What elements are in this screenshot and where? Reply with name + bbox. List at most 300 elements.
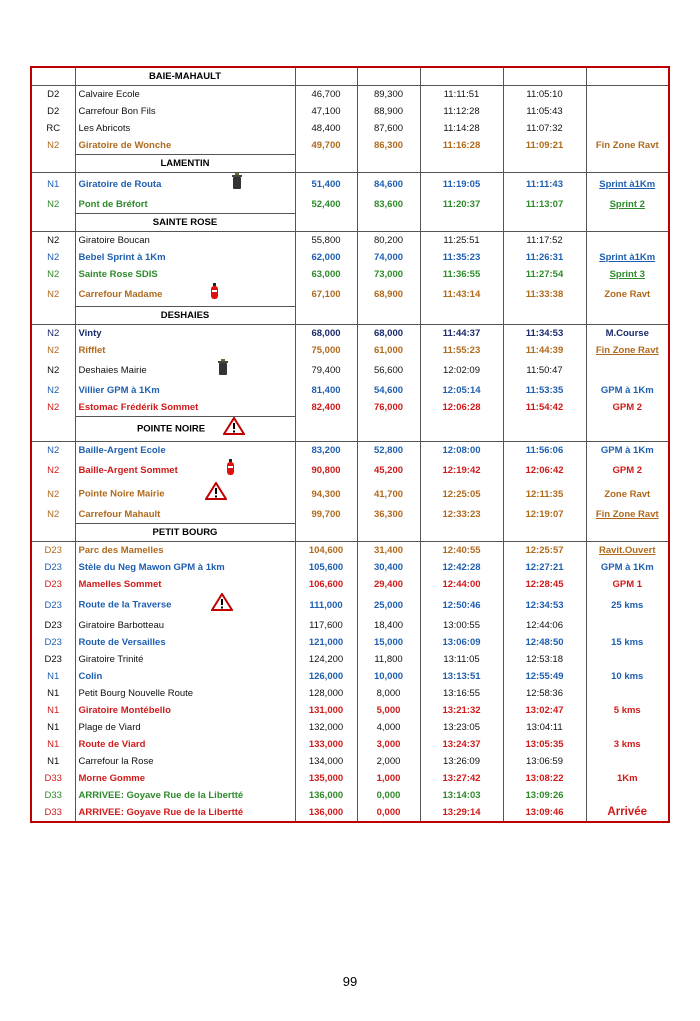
note-cell: [586, 651, 669, 668]
km-remaining: 25,000: [373, 599, 404, 611]
note: 15 kms: [611, 637, 644, 648]
road-code: D2: [47, 89, 60, 100]
road-code-cell: [31, 382, 75, 399]
km-covered-cell: [295, 542, 357, 560]
km-covered: 94,300: [311, 488, 341, 500]
road-code: D33: [44, 807, 62, 818]
time-fast: 13:24:37: [442, 739, 481, 750]
note: Arrivée: [607, 806, 648, 818]
time-fast-cell: [420, 634, 503, 651]
km-covered: 104,600: [308, 545, 344, 556]
time-fast: 13:26:09: [443, 756, 480, 767]
note: GPM à 1Km: [600, 562, 654, 573]
location-name-cell: [75, 120, 295, 137]
time-fast-cell: [420, 382, 503, 399]
time-fast: 11:16:28: [442, 140, 481, 152]
empty-cell: [503, 307, 586, 325]
table-row: [31, 668, 669, 685]
road-code: N2: [47, 402, 60, 414]
location-name-cell: [75, 482, 295, 506]
time-fast-cell: [420, 120, 503, 137]
road-code-cell: [31, 232, 75, 250]
time-slow: 11:56:06: [525, 445, 564, 456]
empty-cell: [295, 155, 357, 173]
note-cell: [586, 249, 669, 266]
note: Sprint à1Km: [599, 179, 656, 190]
location-name: Giratoire Boucan: [78, 235, 150, 246]
road-code-cell: [31, 559, 75, 576]
empty-cell: [295, 417, 357, 442]
trash-bin-icon: [217, 359, 229, 382]
note-cell: [586, 342, 669, 359]
time-slow-cell: [503, 232, 586, 250]
time-fast-cell: [420, 249, 503, 266]
km-covered: 81,400: [311, 385, 341, 396]
location-name: Baille-Argent Ecole: [78, 445, 166, 456]
time-fast: 12:50:46: [442, 599, 481, 611]
km-covered-cell: [295, 753, 357, 770]
section-title-text: SAINTE ROSE: [152, 217, 218, 228]
location-name-cell: [75, 459, 295, 482]
location-name: Giratoire de Wonche: [78, 140, 172, 151]
km-covered-cell: [295, 559, 357, 576]
note: Sprint à1Km: [599, 252, 656, 263]
location-name: Carrefour Bon Fils: [78, 106, 156, 117]
location-name-cell: [75, 593, 295, 617]
empty-cell: [503, 417, 586, 442]
road-code: D23: [44, 620, 62, 631]
section-title: [75, 417, 295, 442]
km-remaining-cell: [357, 634, 420, 651]
note-cell: [586, 382, 669, 399]
time-slow-cell: [503, 459, 586, 482]
location-name: Route de la Traverse: [78, 599, 172, 611]
time-slow: 11:50:47: [526, 365, 563, 376]
km-remaining: 36,300: [373, 509, 404, 521]
road-code: D33: [44, 773, 62, 784]
km-covered-cell: [295, 787, 357, 804]
note: GPM 2: [612, 465, 643, 476]
km-remaining: 61,000: [373, 345, 404, 356]
km-remaining: 4,000: [376, 722, 401, 733]
km-covered: 67,100: [311, 289, 341, 301]
time-slow: 13:09:46: [525, 807, 564, 818]
time-slow: 11:44:39: [525, 345, 564, 356]
road-code-cell: [31, 249, 75, 266]
table-row: [31, 576, 669, 593]
location-name-cell: [75, 617, 295, 634]
note-cell: [586, 634, 669, 651]
section-title: [75, 214, 295, 232]
empty-cell: [295, 214, 357, 232]
km-remaining: 54,600: [373, 385, 404, 396]
km-covered-cell: [295, 702, 357, 719]
km-covered: 46,700: [311, 89, 341, 100]
empty-cell: [357, 417, 420, 442]
road-code: N2: [47, 445, 60, 456]
km-covered: 90,800: [311, 465, 341, 476]
section-title-text: BAIE-MAHAULT: [148, 71, 222, 82]
location-name-cell: [75, 266, 295, 283]
table-row: [31, 232, 669, 250]
note-cell: [586, 668, 669, 685]
note-cell: [586, 719, 669, 736]
time-fast: 11:14:28: [443, 123, 480, 134]
location-name: Route de Versailles: [78, 637, 166, 648]
km-covered: 68,000: [311, 328, 341, 339]
table-row: [31, 249, 669, 266]
km-covered: 48,400: [311, 123, 341, 134]
time-fast-cell: [420, 103, 503, 120]
road-code: N2: [47, 289, 60, 301]
road-code-cell: [31, 617, 75, 634]
km-remaining: 15,000: [373, 637, 404, 648]
km-covered-cell: [295, 173, 357, 197]
location-name: Bebel Sprint à 1Km: [78, 252, 166, 263]
km-remaining: 1,000: [376, 773, 401, 784]
table-row: [31, 283, 669, 307]
time-fast-cell: [420, 804, 503, 822]
time-slow: 11:05:43: [526, 106, 563, 117]
km-covered: 117,600: [309, 620, 343, 631]
time-slow-cell: [503, 342, 586, 359]
section-title: [75, 67, 295, 86]
table-row: [31, 719, 669, 736]
time-fast: 12:08:00: [442, 445, 481, 456]
km-remaining-cell: [357, 753, 420, 770]
km-remaining: 74,000: [373, 252, 404, 263]
km-remaining: 80,200: [373, 235, 404, 246]
time-fast-cell: [420, 325, 503, 343]
note-cell: [586, 617, 669, 634]
section-title-text: PETIT BOURG: [152, 527, 218, 538]
road-code-cell: [31, 634, 75, 651]
note-cell: [586, 787, 669, 804]
time-slow-cell: [503, 651, 586, 668]
location-name-cell: [75, 86, 295, 104]
km-remaining-cell: [357, 459, 420, 482]
location-name: Stèle du Neg Mawon GPM à 1km: [78, 562, 225, 573]
km-remaining-cell: [357, 382, 420, 399]
location-name: Giratoire Barbotteau: [78, 620, 165, 631]
empty-cell: [295, 67, 357, 86]
empty-cell: [420, 524, 503, 542]
time-slow: 11:33:38: [525, 289, 564, 301]
note: 3 kms: [613, 739, 641, 750]
table-row: [31, 442, 669, 460]
time-slow-cell: [503, 359, 586, 382]
empty-cell: [420, 417, 503, 442]
time-fast-cell: [420, 459, 503, 482]
time-slow: 12:44:06: [526, 620, 563, 631]
time-slow: 12:28:45: [525, 579, 564, 590]
km-covered-cell: [295, 634, 357, 651]
time-fast-cell: [420, 542, 503, 560]
km-covered-cell: [295, 120, 357, 137]
time-fast-cell: [420, 593, 503, 617]
note-cell: [586, 86, 669, 104]
time-fast: 13:21:32: [442, 705, 481, 716]
km-covered: 124,200: [308, 654, 344, 665]
time-fast-cell: [420, 736, 503, 753]
road-code: N2: [47, 235, 60, 246]
empty-cell: [420, 155, 503, 173]
km-covered-cell: [295, 719, 357, 736]
time-slow: 11:13:07: [525, 199, 564, 211]
km-remaining-cell: [357, 770, 420, 787]
section-road-cell: [31, 67, 75, 86]
location-name: Pont de Bréfort: [78, 199, 148, 210]
km-remaining: 0,000: [376, 807, 401, 818]
km-remaining: 8,000: [376, 688, 401, 699]
note: 10 kms: [611, 671, 644, 682]
time-fast: 12:33:23: [442, 509, 481, 521]
km-remaining-cell: [357, 283, 420, 307]
note-cell: [586, 753, 669, 770]
time-fast-cell: [420, 787, 503, 804]
road-code: D23: [44, 562, 62, 573]
table-row: [31, 399, 669, 417]
time-fast: 13:27:42: [442, 773, 481, 784]
time-slow: 13:06:59: [526, 756, 563, 767]
table-row: [31, 736, 669, 753]
km-remaining-cell: [357, 787, 420, 804]
note-cell: [586, 232, 669, 250]
road-code-cell: [31, 120, 75, 137]
empty-cell: [295, 524, 357, 542]
time-slow-cell: [503, 325, 586, 343]
road-code-cell: [31, 506, 75, 524]
road-code: D23: [44, 654, 62, 665]
location-name-cell: [75, 399, 295, 417]
km-remaining: 41,700: [373, 488, 404, 500]
km-covered: 128,000: [308, 688, 344, 699]
road-code: N2: [47, 465, 60, 476]
time-fast-cell: [420, 506, 503, 524]
location-name-cell: [75, 173, 295, 197]
section-title-text: DESHAIES: [160, 310, 210, 321]
km-covered: 134,000: [308, 756, 344, 767]
note-cell: [586, 542, 669, 560]
km-covered: 126,000: [308, 671, 344, 682]
km-remaining: 3,000: [376, 739, 401, 750]
km-remaining-cell: [357, 266, 420, 283]
km-covered: 83,200: [311, 445, 341, 456]
section-header-row: [31, 214, 669, 232]
km-remaining-cell: [357, 719, 420, 736]
note-cell: [586, 576, 669, 593]
table-row: [31, 559, 669, 576]
road-code: D33: [44, 790, 62, 801]
road-code-cell: [31, 753, 75, 770]
note: Fin Zone Ravt: [595, 345, 659, 356]
km-covered: 111,000: [309, 599, 343, 611]
table-row: [31, 266, 669, 283]
location-name-cell: [75, 668, 295, 685]
km-covered-cell: [295, 736, 357, 753]
road-code-cell: [31, 399, 75, 417]
km-remaining-cell: [357, 804, 420, 822]
time-fast: 13:11:05: [443, 654, 480, 665]
location-name: Villier GPM à 1Km: [78, 385, 160, 396]
note: Zone Ravt: [604, 289, 651, 301]
empty-cell: [357, 524, 420, 542]
empty-cell: [357, 155, 420, 173]
time-fast-cell: [420, 399, 503, 417]
km-remaining: 56,600: [373, 365, 404, 376]
km-covered: 52,400: [311, 199, 341, 211]
time-fast: 12:06:28: [442, 402, 481, 414]
road-code: N1: [47, 722, 60, 733]
km-covered-cell: [295, 506, 357, 524]
km-remaining-cell: [357, 593, 420, 617]
section-header-row: [31, 417, 669, 442]
time-slow-cell: [503, 266, 586, 283]
km-covered: 121,000: [308, 637, 344, 648]
note-cell: [586, 459, 669, 482]
location-name-cell: [75, 753, 295, 770]
table-row: [31, 325, 669, 343]
location-name-cell: [75, 770, 295, 787]
time-fast-cell: [420, 668, 503, 685]
km-remaining-cell: [357, 685, 420, 702]
km-covered: 79,400: [311, 365, 341, 376]
location-name-cell: [75, 359, 295, 382]
time-slow-cell: [503, 787, 586, 804]
road-code: N2: [47, 140, 60, 152]
road-code-cell: [31, 736, 75, 753]
km-covered: 75,000: [311, 345, 341, 356]
time-slow-cell: [503, 103, 586, 120]
section-title: [75, 307, 295, 325]
warning-icon: [223, 417, 245, 441]
km-remaining-cell: [357, 196, 420, 214]
section-road-cell: [31, 524, 75, 542]
road-code: D23: [44, 545, 62, 556]
road-code-cell: [31, 325, 75, 343]
location-name-cell: [75, 542, 295, 560]
time-slow: 12:55:49: [525, 671, 564, 682]
road-code: N2: [47, 252, 60, 263]
km-remaining-cell: [357, 668, 420, 685]
km-remaining: 52,800: [373, 445, 404, 456]
note-cell: [586, 770, 669, 787]
note-cell: [586, 506, 669, 524]
note: Zone Ravt: [604, 488, 651, 500]
empty-cell: [503, 67, 586, 86]
empty-cell: [586, 155, 669, 173]
table-row: [31, 702, 669, 719]
km-remaining-cell: [357, 359, 420, 382]
road-code: N1: [47, 179, 60, 190]
empty-cell: [357, 214, 420, 232]
time-fast: 11:36:55: [442, 269, 481, 280]
km-remaining: 0,000: [376, 790, 401, 801]
time-fast: 13:29:14: [442, 807, 481, 818]
location-name: Mamelles Sommet: [78, 579, 162, 590]
km-remaining: 31,400: [373, 545, 404, 556]
location-name: Carrefour Mahault: [78, 509, 161, 520]
location-name: Carrefour Madame: [78, 289, 163, 301]
location-name-cell: [75, 232, 295, 250]
time-fast-cell: [420, 702, 503, 719]
km-covered-cell: [295, 266, 357, 283]
time-fast-cell: [420, 266, 503, 283]
table-row: [31, 382, 669, 399]
location-name: Carrefour la Rose: [78, 756, 154, 767]
km-covered: 99,700: [311, 509, 341, 521]
road-code-cell: [31, 482, 75, 506]
time-fast-cell: [420, 173, 503, 197]
section-road-cell: [31, 417, 75, 442]
km-remaining: 73,000: [373, 269, 404, 280]
note-cell: [586, 736, 669, 753]
km-remaining-cell: [357, 702, 420, 719]
km-remaining-cell: [357, 442, 420, 460]
time-slow: 13:09:26: [525, 790, 564, 801]
location-name: ARRIVEE: Goyave Rue de la Libertté: [78, 790, 244, 801]
time-slow: 12:34:53: [525, 599, 564, 611]
km-remaining: 18,400: [373, 620, 404, 631]
note: Ravit.Ouvert: [599, 545, 656, 556]
km-remaining-cell: [357, 736, 420, 753]
time-slow: 11:26:31: [525, 252, 564, 263]
empty-cell: [586, 67, 669, 86]
km-remaining: 2,000: [376, 756, 401, 767]
km-remaining-cell: [357, 542, 420, 560]
km-covered-cell: [295, 576, 357, 593]
table-row: [31, 542, 669, 560]
road-code-cell: [31, 685, 75, 702]
note-cell: [586, 137, 669, 155]
time-fast: 11:44:37: [442, 328, 481, 339]
km-remaining-cell: [357, 103, 420, 120]
time-slow: 13:05:35: [525, 739, 564, 750]
location-name: Baille-Argent Sommet: [78, 465, 178, 477]
road-code-cell: [31, 787, 75, 804]
time-slow-cell: [503, 86, 586, 104]
location-name: Rifflet: [78, 345, 106, 356]
km-remaining: 87,600: [373, 123, 404, 134]
km-covered-cell: [295, 685, 357, 702]
location-name: Estomac Frédérik Sommet: [78, 402, 199, 413]
section-header-row: [31, 155, 669, 173]
empty-cell: [357, 307, 420, 325]
trash-bin-icon: [231, 173, 243, 196]
section-road-cell: [31, 214, 75, 232]
table-row: [31, 617, 669, 634]
time-fast: 11:12:28: [443, 106, 480, 117]
km-covered: 49,700: [311, 140, 341, 152]
road-code-cell: [31, 283, 75, 307]
km-covered: 136,000: [308, 807, 344, 818]
note-cell: [586, 482, 669, 506]
km-covered-cell: [295, 459, 357, 482]
time-fast: 13:16:55: [443, 688, 480, 699]
time-slow-cell: [503, 559, 586, 576]
time-fast-cell: [420, 576, 503, 593]
route-timetable: [30, 66, 670, 823]
location-name-cell: [75, 137, 295, 155]
time-fast: 11:20:37: [442, 199, 481, 211]
note-cell: [586, 685, 669, 702]
location-name: Pointe Noire Mairie: [78, 488, 165, 500]
note-cell: [586, 196, 669, 214]
warning-icon: [211, 593, 233, 617]
time-slow: 11:09:21: [525, 140, 564, 152]
km-covered-cell: [295, 593, 357, 617]
km-remaining: 83,600: [373, 199, 404, 211]
